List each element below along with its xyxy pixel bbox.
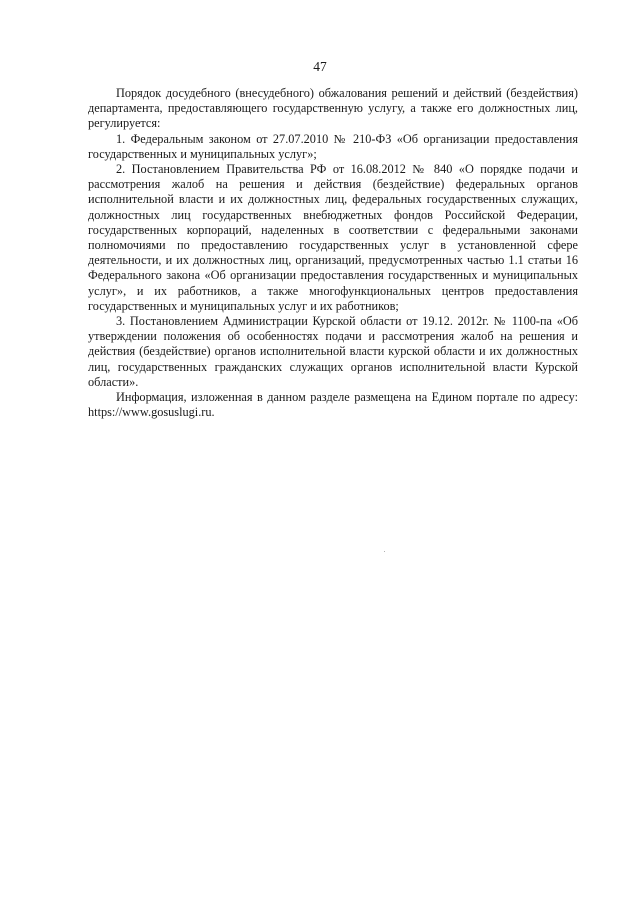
document-body: [88, 86, 578, 420]
paragraph-intro: Порядок досудебного (внесудебного) обжалования решений и действий (бездействия) департамента, предоставляющего государственную услугу, а также его должностных лиц, регулируется:: [88, 86, 578, 131]
paragraph-item-3: 3. Постановлением Администрации Курской области от 19.12. 2012г. № 1100-па «Об утверждении положения об особенностях подачи и рассмотрения жалоб на решения и действия (бездействие) органов исполнительной власти курской области и их должностных лиц, государственных гражданских служащих органов исполнительной власти Курской области».: [88, 314, 578, 389]
paragraph-info: Информация, изложенная в данном разделе размещена на Едином портале по адресу: https://www.gosuslugi.ru.: [88, 390, 578, 420]
paragraph-item-1: 1. Федеральным законом от 27.07.2010 № 210-ФЗ «Об организации предоставления государственных и муниципальных услуг»;: [88, 131, 578, 161]
page-number: 47: [313, 59, 327, 74]
scan-artifact: [384, 551, 385, 552]
paragraph-item-2: 2. Постановлением Правительства РФ от 16.08.2012 № 840 «О порядке подачи и рассмотрения жалоб на решения и действия (бездействие) федеральных органов исполнительной власти и их должностных лиц, федеральных государственных служащих, должностных лиц государственных внебюджетных фондов Российской Федерации, государственных корпораций, наделенных в соответствии с федеральными законами полномочиями по предоставлению государственных услуг в установленной сфере деятельности, и их должностных лиц, организаций, предусмотренных частью 1.1 статьи 16 Федерального закона «Об организации предоставления государственных и муниципальных услуг», и их работников, а также многофункциональных центров предоставления государственных и муниципальных услуг и их работников;: [88, 162, 578, 313]
